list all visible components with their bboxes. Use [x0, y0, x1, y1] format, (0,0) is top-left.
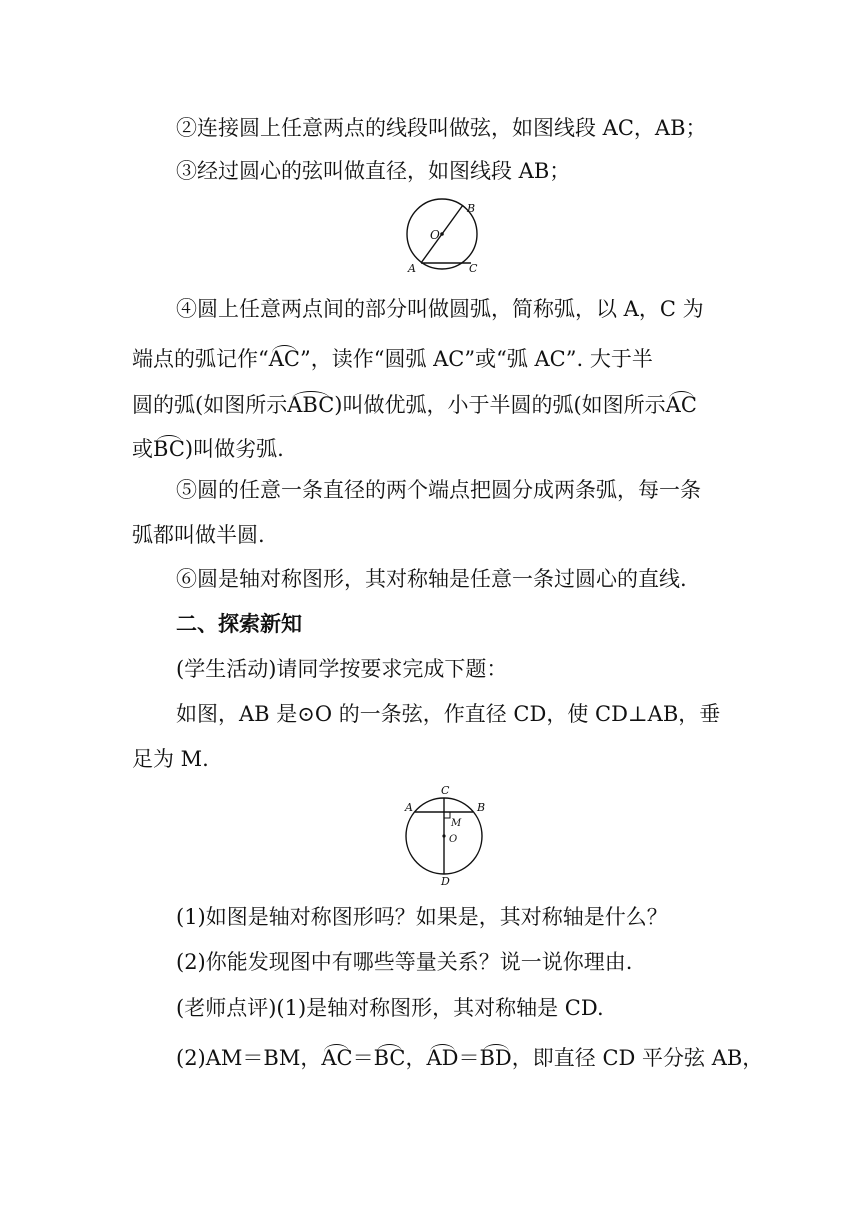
- answer-2: [176, 1045, 763, 1071]
- question-2: (2)你能发现图中有哪些等量关系？说一说你理由.: [176, 950, 633, 974]
- paragraph-arc-line1: ④圆上任意两点间的部分叫做圆弧，简称弧，以 A，C 为: [176, 297, 704, 321]
- label-m: M: [451, 818, 462, 829]
- text-segment: ＝: [352, 1046, 374, 1070]
- paragraph-symmetry: ⑥圆是轴对称图形，其对称轴是任意一条过圆心的直线.: [176, 567, 687, 591]
- text-segment: ，即直径 CD 平分弦 AB，: [511, 1046, 764, 1070]
- arc-ad: AD: [426, 1046, 459, 1070]
- text-segment: (2)AM＝BM，: [176, 1046, 322, 1070]
- arc-bc: BC: [373, 1046, 406, 1070]
- text-segment: )叫做优弧，小于半圆的弧(如图所示: [334, 393, 666, 417]
- paragraph-diameter: ③经过圆心的弦叫做直径，如图线段 AB；: [176, 159, 571, 183]
- figure-circle-chord-diameter: [398, 196, 488, 280]
- paragraph-arc-line3: [132, 392, 697, 418]
- text-segment: ”，读作“圆弧 AC”或“弧 AC”. 大于半: [299, 347, 653, 371]
- paragraph-semicircle-line2: 弧都叫做半圆.: [132, 523, 265, 547]
- paragraph-arc-line2: [132, 346, 653, 372]
- section-heading: 二、探索新知: [176, 611, 302, 636]
- arc-ac: AC: [321, 1046, 353, 1070]
- paragraph-question-line1: 如图，AB 是⊙O 的一条弦，作直径 CD，使 CD⊥AB，垂: [176, 702, 721, 726]
- arc-bd: BD: [479, 1046, 512, 1070]
- label-o: O: [449, 834, 458, 845]
- arc-abc: ABC: [287, 393, 335, 417]
- figure-circle-perpendicular-diameter: [398, 782, 498, 888]
- label-o: O: [430, 228, 440, 242]
- text-segment: ，: [405, 1046, 427, 1070]
- label-a: A: [408, 262, 416, 275]
- label-b: B: [467, 202, 476, 215]
- paragraph-chord: ②连接圆上任意两点的线段叫做弦，如图线段 AC，AB；: [176, 116, 707, 140]
- text-segment: 端点的弧记作“: [132, 347, 269, 371]
- arc-bc: BC: [153, 437, 185, 461]
- arc-ac: AC: [665, 393, 697, 417]
- paragraph-activity: (学生活动)请同学按要求完成下题：: [176, 657, 508, 681]
- label-c: C: [441, 784, 450, 797]
- question-1: (1)如图是轴对称图形吗？如果是，其对称轴是什么？: [176, 905, 668, 929]
- paragraph-arc-line4: [132, 436, 284, 462]
- arc-ac: AC: [268, 347, 300, 371]
- paragraph-question-line2: 足为 M.: [132, 747, 209, 771]
- teacher-comment: (老师点评)(1)是轴对称图形，其对称轴是 CD.: [176, 996, 604, 1020]
- text-segment: ＝: [458, 1046, 480, 1070]
- text-segment: 或: [132, 437, 153, 461]
- label-b: B: [477, 801, 486, 814]
- text-segment: )叫做劣弧.: [184, 437, 284, 461]
- label-c: C: [469, 262, 478, 275]
- paragraph-semicircle-line1: ⑤圆的任意一条直径的两个端点把圆分成两条弧，每一条: [176, 478, 701, 502]
- label-a: A: [405, 801, 413, 814]
- text-segment: 圆的弧(如图所示: [132, 393, 288, 417]
- label-d: D: [441, 875, 450, 888]
